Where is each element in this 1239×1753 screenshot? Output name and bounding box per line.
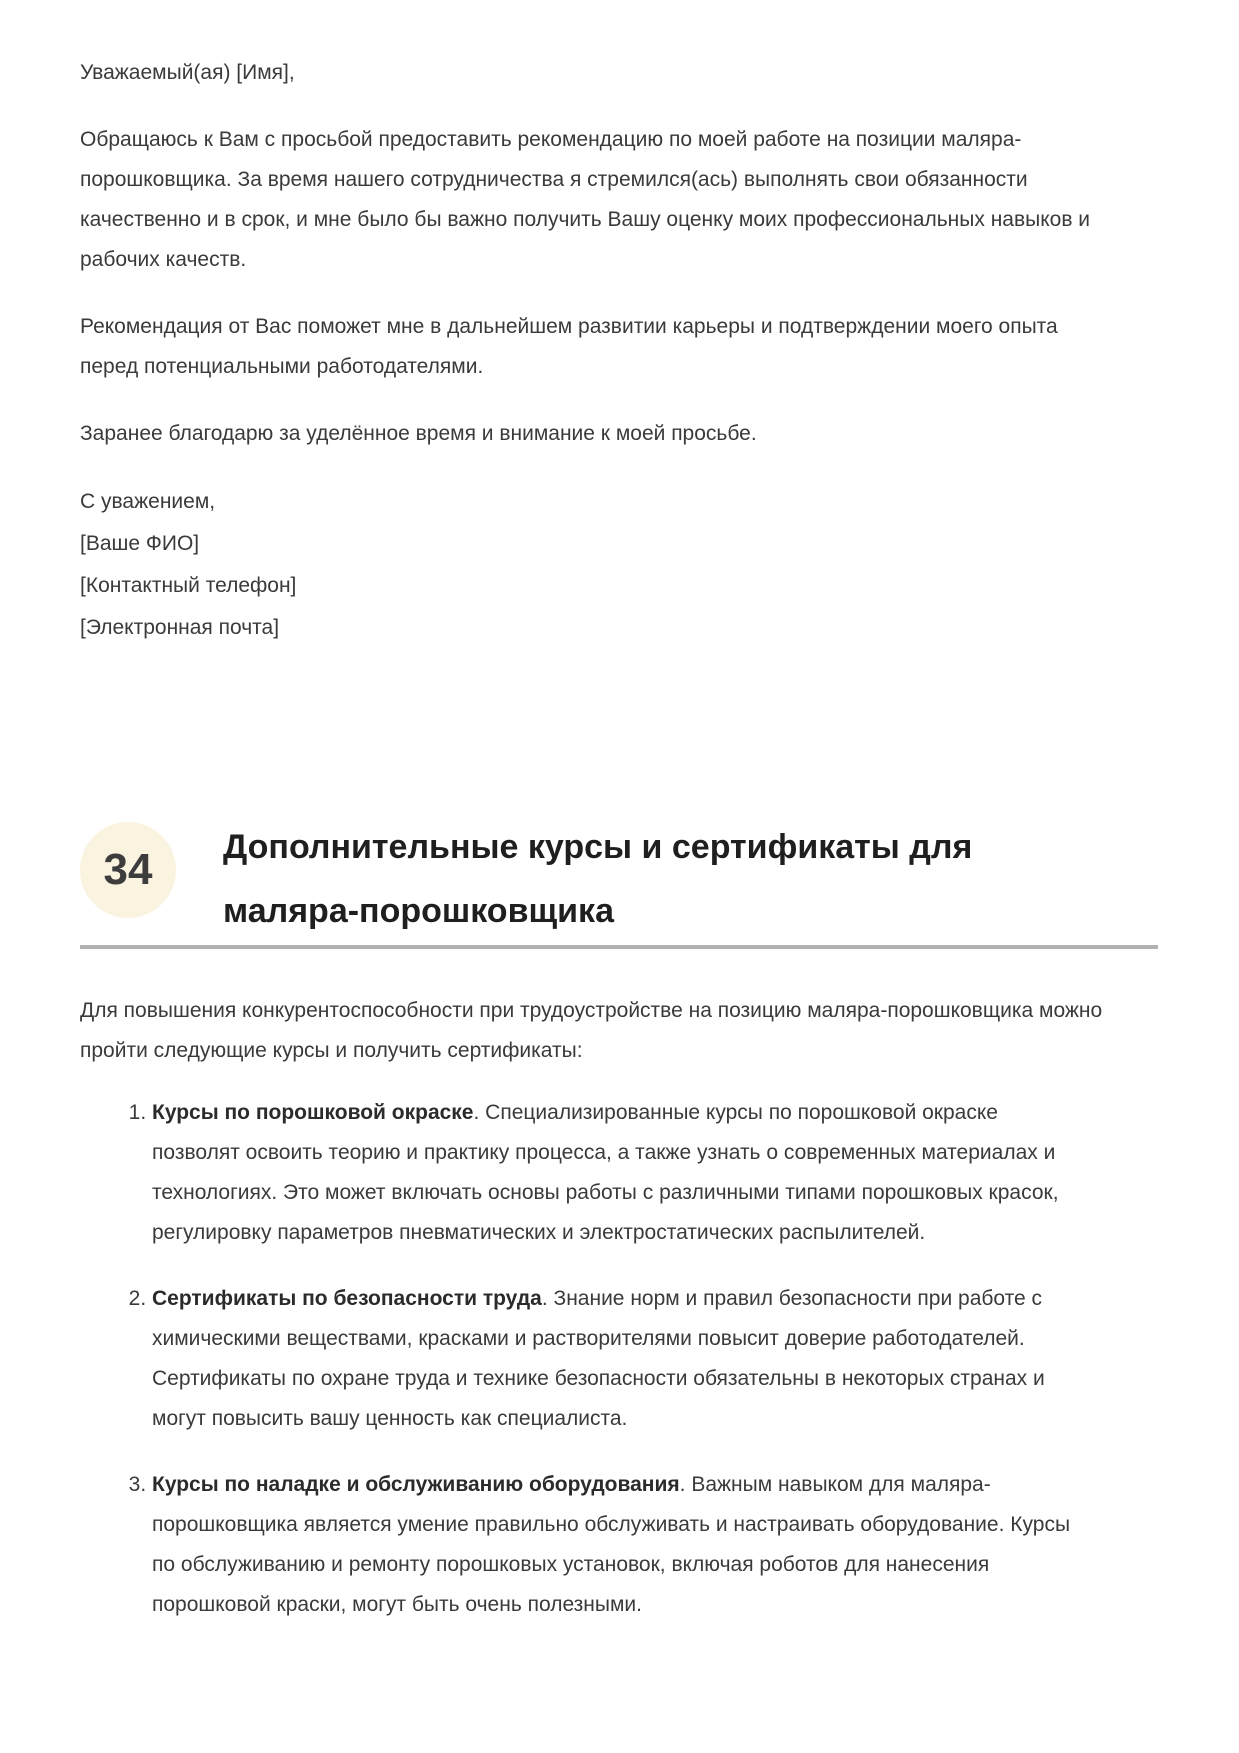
section-title [223, 815, 972, 943]
section-number: 34 [103, 845, 153, 894]
letter-signature [80, 481, 1239, 649]
section-title-line-1: Дополнительные курсы и сертификаты для [223, 828, 973, 866]
letter-paragraph-1: Обращаюсь к Вам с просьбой предоставить рекомендацию по моей работе на позиции маляра-порошковщика. За время нашего сотрудничества я стремился(ась) выполнять свои обязанности качественно и в срок, и мне было бы важно получить Вашу оценку моих профессиональных навыков и рабочих качеств. [80, 128, 1091, 271]
course-list-item-2 [152, 1279, 1080, 1439]
signature-phone-placeholder: [Контактный телефон] [80, 574, 297, 597]
letter-paragraph-2: Рекомендация от Вас поможет мне в дальнейшем развитии карьеры и подтверждении моего опыта перед потенциальными работодателями. [80, 315, 1058, 378]
recommendation-request-letter [80, 53, 1239, 649]
section-title-line-2: маляра-порошковщика [223, 892, 614, 930]
letter-greeting: Уважаемый(ая) [Имя], [80, 61, 295, 84]
section-divider [80, 945, 1158, 949]
course-item-1-title: Курсы по порошковой окраске [152, 1101, 474, 1124]
letter-paragraph-3: Заранее благодарю за уделённое время и внимание к моей просьбе. [80, 422, 757, 445]
signature-email-placeholder: [Электронная почта] [80, 616, 280, 639]
course-item-2-title: Сертификаты по безопасности труда [152, 1287, 542, 1310]
signature-name-placeholder: [Ваше ФИО] [80, 532, 200, 555]
course-item-3-title: Курсы по наладке и обслуживанию оборудования [152, 1473, 680, 1496]
section-intro: Для повышения конкурентоспособности при трудоустройстве на позицию маляра-порошковщика можно пройти следующие курсы и получить сертификаты: [80, 999, 1103, 1062]
course-item-1-text: . Специализированные курсы по порошковой окраске позволят освоить теорию и практику процесса, а также узнать о современных материалах и технологиях. Это может включать основы работы с различными типами порошковых красок, регулировку параметров пневматических и электростатических распылителей. [152, 1101, 1059, 1244]
signature-closing: С уважением, [80, 490, 216, 513]
course-item-3-text: . Важным навыком для маляра-порошковщика является умение правильно обслуживать и настраивать оборудование. Курсы по обслуживанию и ремонту порошковых установок, включая роботов для нанесения порошковой краски, могут быть очень полезными. [152, 1473, 1071, 1616]
section-number-badge [80, 822, 176, 918]
section-header [80, 815, 1239, 943]
course-list-item-3 [152, 1465, 1080, 1625]
course-item-2-text: . Знание норм и правил безопасности при работе с химическими веществами, красками и растворителями повысит доверие работодателей. Сертификаты по охране труда и технике безопасности обязательны в некоторых странах и могут повысить вашу ценность как специалиста. [152, 1287, 1045, 1430]
course-list [80, 1093, 1080, 1625]
course-list-item-1 [152, 1093, 1080, 1253]
